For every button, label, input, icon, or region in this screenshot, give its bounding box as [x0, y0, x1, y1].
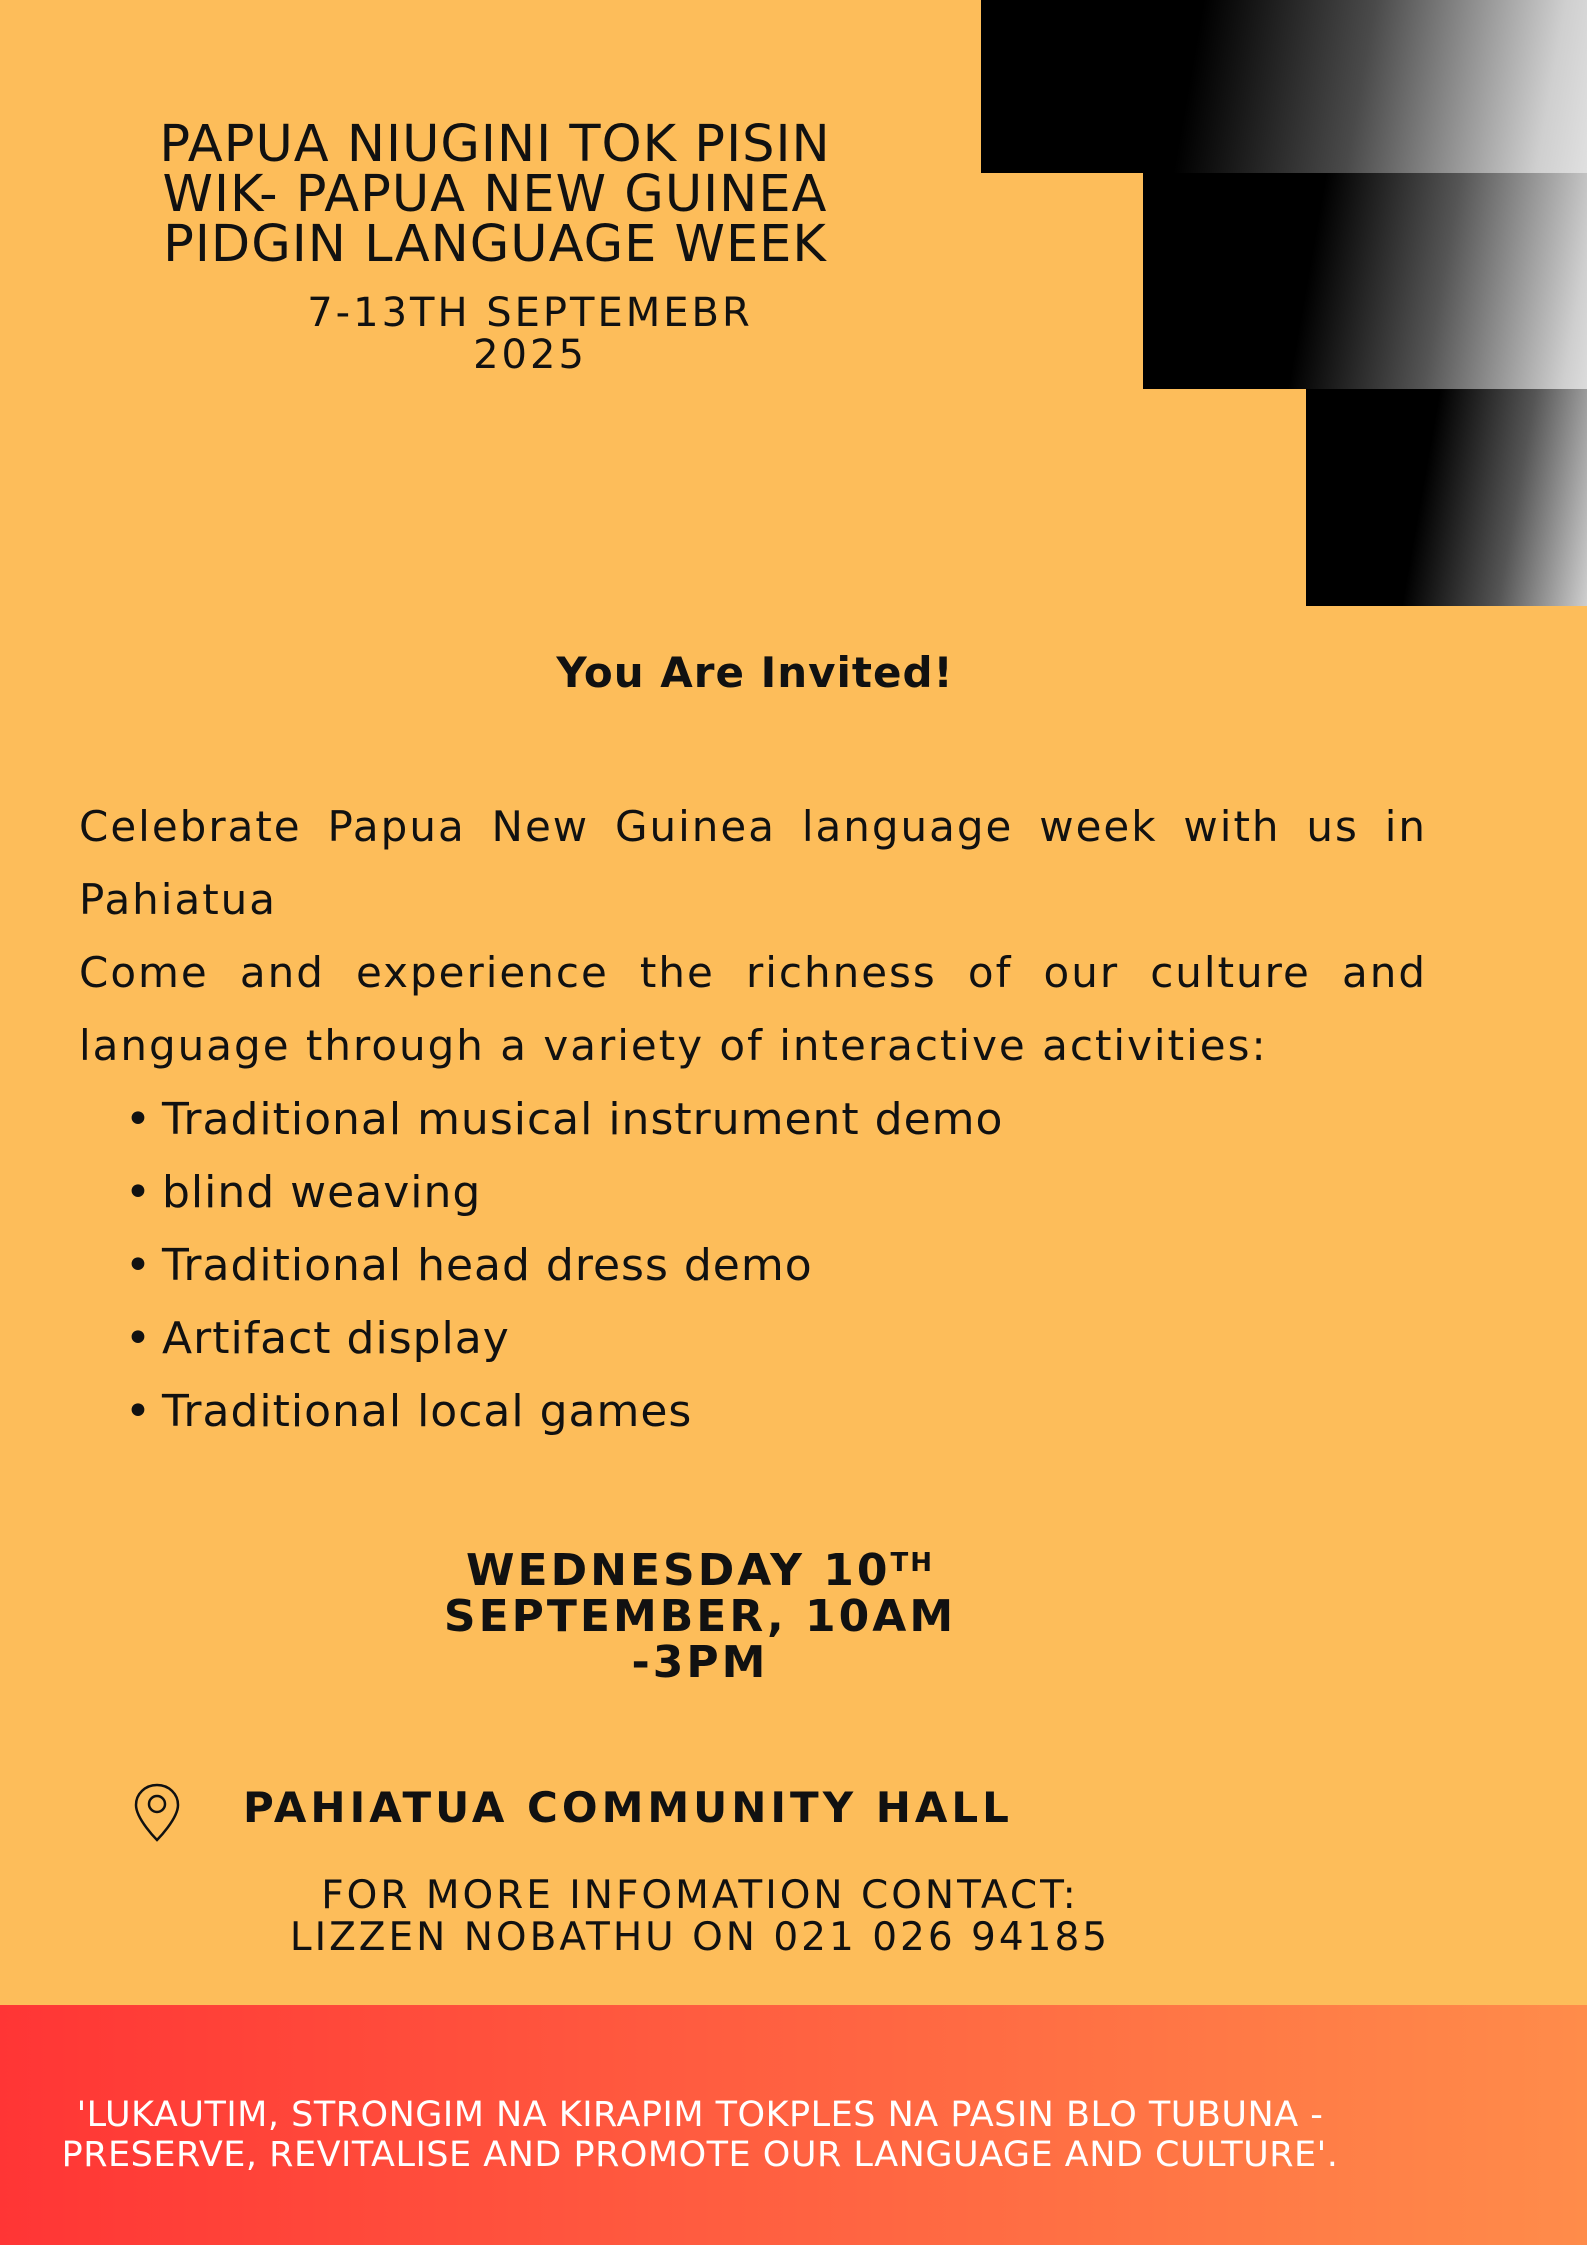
page-title [60, 115, 930, 274]
venue-name: PAHIATUA COMMUNITY HALL [243, 1783, 1013, 1832]
contact-line: FOR MORE INFOMATION CONTACT: [321, 1873, 1079, 1918]
activities-list [120, 1083, 1003, 1448]
contact-info [200, 1875, 1200, 1959]
list-item: • Traditional local games [120, 1375, 1003, 1448]
title-line: PIDGIN LANGUAGE WEEK [163, 215, 827, 274]
event-datetime [400, 1545, 1000, 1688]
date-line: 7-13TH SEPTEMEBR [307, 290, 753, 336]
event-month-time: SEPTEMBER, 10AM [443, 1591, 957, 1642]
title-line: WIK- PAPUA NEW GUINEA [162, 165, 828, 224]
event-dates [180, 292, 880, 376]
invite-body [79, 790, 1427, 1082]
quote-line: PRESERVE, REVITALISE AND PROMOTE OUR LANGUAGE AND CULTURE'. [61, 2135, 1339, 2175]
decorative-step-block-3 [1306, 389, 1587, 606]
list-item: • Traditional head dress demo [120, 1229, 1003, 1302]
event-day-suffix: TH [890, 1548, 934, 1578]
invite-paragraph: Come and experience the richness of our culture and language through a variety of interactive activities: [79, 948, 1427, 1070]
footer-banner [0, 2005, 1587, 2245]
decorative-step-block-1 [981, 0, 1587, 173]
event-day [400, 1545, 1000, 1596]
event-end-time: -3PM [631, 1637, 769, 1688]
invite-heading: You Are Invited! [556, 648, 954, 697]
event-day-text: WEDNESDAY 10 [466, 1545, 891, 1596]
list-item: • Artifact display [120, 1302, 1003, 1375]
title-line: PAPUA NIUGINI TOK PISIN [159, 115, 831, 174]
invite-paragraph: Celebrate Papua New Guinea language week with us in Pahiatua [79, 802, 1427, 924]
list-item: • Traditional musical instrument demo [120, 1083, 1003, 1156]
decorative-step-block-2 [1143, 173, 1587, 389]
quote-line: 'LUKAUTIM, STRONGIM NA KIRAPIM TOKPLES NA PASIN BLO TUBUNA - [76, 2095, 1324, 2135]
map-pin-icon [132, 1782, 182, 1844]
date-line: 2025 [473, 332, 587, 378]
footer-quote [0, 2095, 1400, 2175]
list-item: • blind weaving [120, 1156, 1003, 1229]
contact-line: LIZZEN NOBATHU ON 021 026 94185 [289, 1915, 1111, 1960]
